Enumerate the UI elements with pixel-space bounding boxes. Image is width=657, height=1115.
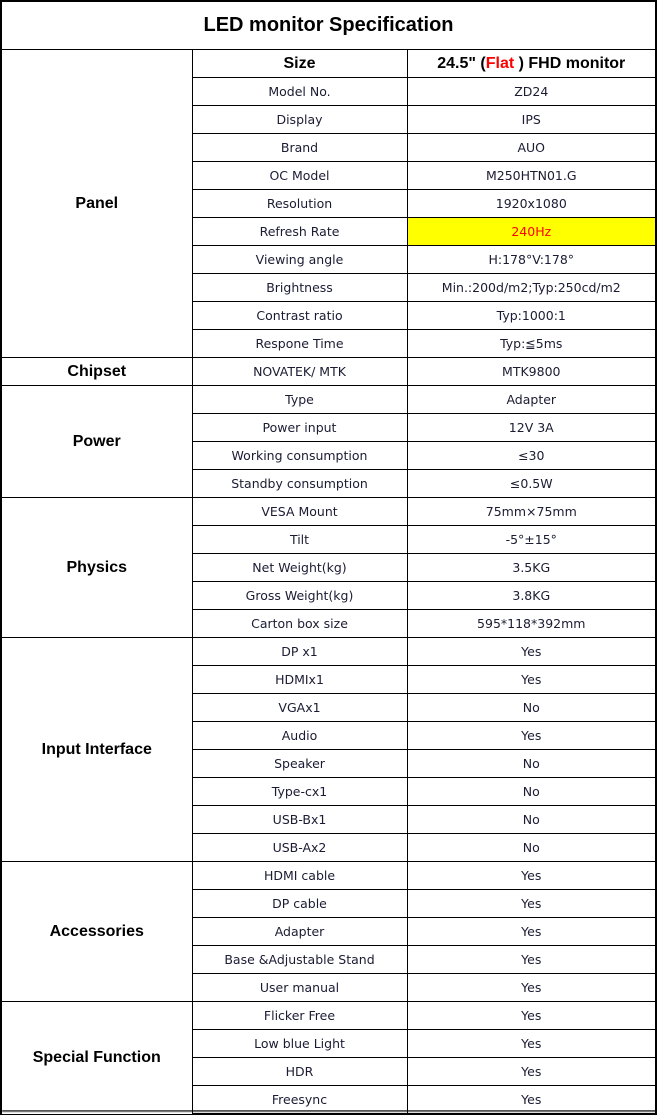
spec-value: H:178°V:178° [407, 246, 656, 274]
spec-value: 75mm×75mm [407, 498, 656, 526]
group-label: Power [1, 386, 192, 498]
spec-label: Power input [192, 414, 407, 442]
spec-value: Typ:≦5ms [407, 330, 656, 358]
size-value-post: ) FHD monitor [514, 54, 626, 72]
group-label: Special Function [1, 1002, 192, 1115]
spec-label: DP cable [192, 890, 407, 918]
spec-label: Carton box size [192, 610, 407, 638]
spec-value: Typ:1000:1 [407, 302, 656, 330]
table-row [1, 638, 656, 666]
spec-value: Yes [407, 722, 656, 750]
spec-label: Viewing angle [192, 246, 407, 274]
group-label: Input Interface [1, 638, 192, 862]
group-label: Chipset [1, 358, 192, 386]
spec-value: 240Hz [407, 218, 656, 246]
spec-value: No [407, 694, 656, 722]
spec-value: Yes [407, 1030, 656, 1058]
spec-label: OC Model [192, 162, 407, 190]
size-value-pre: 24.5" ( [437, 54, 486, 72]
spec-label: Display [192, 106, 407, 134]
spec-label: Audio [192, 722, 407, 750]
spec-label: HDMI cable [192, 862, 407, 890]
spec-value: -5°±15° [407, 526, 656, 554]
spec-label: Model No. [192, 78, 407, 106]
spec-value: No [407, 806, 656, 834]
spec-value: No [407, 750, 656, 778]
spec-label: User manual [192, 974, 407, 1002]
spec-value: AUO [407, 134, 656, 162]
spec-label: USB-Ax2 [192, 834, 407, 862]
spec-value: 1920x1080 [407, 190, 656, 218]
group-label: Accessories [1, 862, 192, 1002]
spec-label: Net Weight(kg) [192, 554, 407, 582]
spec-label: Base &Adjustable Stand [192, 946, 407, 974]
spec-label: Tilt [192, 526, 407, 554]
table-title: LED monitor Specification [1, 1, 656, 50]
spec-label: Type-cx1 [192, 778, 407, 806]
spec-label: DP x1 [192, 638, 407, 666]
spec-value: Yes [407, 1086, 656, 1115]
spec-value: Adapter [407, 386, 656, 414]
spec-label: Flicker Free [192, 1002, 407, 1030]
header-row [1, 50, 656, 78]
spec-label: VESA Mount [192, 498, 407, 526]
spec-value: 3.5KG [407, 554, 656, 582]
spec-label: Brand [192, 134, 407, 162]
group-label: Panel [1, 50, 192, 358]
spec-label: Type [192, 386, 407, 414]
spec-value: MTK9800 [407, 358, 656, 386]
table-row [1, 498, 656, 526]
spec-label: Refresh Rate [192, 218, 407, 246]
spec-label: Contrast ratio [192, 302, 407, 330]
spec-value: Yes [407, 666, 656, 694]
spec-value: ≤0.5W [407, 470, 656, 498]
spec-label: Working consumption [192, 442, 407, 470]
spec-value: 12V 3A [407, 414, 656, 442]
spec-value: Yes [407, 1002, 656, 1030]
spec-label: USB-Bx1 [192, 806, 407, 834]
spec-value: No [407, 834, 656, 862]
spec-value: ZD24 [407, 78, 656, 106]
spec-value: 595*118*392mm [407, 610, 656, 638]
spec-value: Yes [407, 890, 656, 918]
spec-label: Speaker [192, 750, 407, 778]
spec-value: Min.:200d/m2;Typ:250cd/m2 [407, 274, 656, 302]
spec-value: Yes [407, 862, 656, 890]
spec-label: Low blue Light [192, 1030, 407, 1058]
table-row [1, 862, 656, 890]
spec-label: HDR [192, 1058, 407, 1086]
size-value-flat: Flat [485, 54, 515, 72]
spec-label: HDMIx1 [192, 666, 407, 694]
table-row [1, 1002, 656, 1030]
spec-label: Adapter [192, 918, 407, 946]
spec-value: No [407, 778, 656, 806]
spec-label: Resolution [192, 190, 407, 218]
spec-label: Standby consumption [192, 470, 407, 498]
spec-label: Brightness [192, 274, 407, 302]
spec-label: Freesync [192, 1086, 407, 1115]
spec-label: NOVATEK/ MTK [192, 358, 407, 386]
spec-value: 3.8KG [407, 582, 656, 610]
spec-value: IPS [407, 106, 656, 134]
spec-label: VGAx1 [192, 694, 407, 722]
group-label: Physics [1, 498, 192, 638]
spec-value: Yes [407, 918, 656, 946]
title-row [1, 1, 656, 50]
spec-label: Respone Time [192, 330, 407, 358]
spec-value: Yes [407, 638, 656, 666]
spec-label: Gross Weight(kg) [192, 582, 407, 610]
size-label: Size [192, 50, 407, 78]
spec-value: ≤30 [407, 442, 656, 470]
spec-value: Yes [407, 974, 656, 1002]
spec-value: Yes [407, 1058, 656, 1086]
spec-value: Yes [407, 946, 656, 974]
table-row [1, 358, 656, 386]
table-row [1, 386, 656, 414]
size-value [407, 50, 656, 78]
spec-value: M250HTN01.G [407, 162, 656, 190]
